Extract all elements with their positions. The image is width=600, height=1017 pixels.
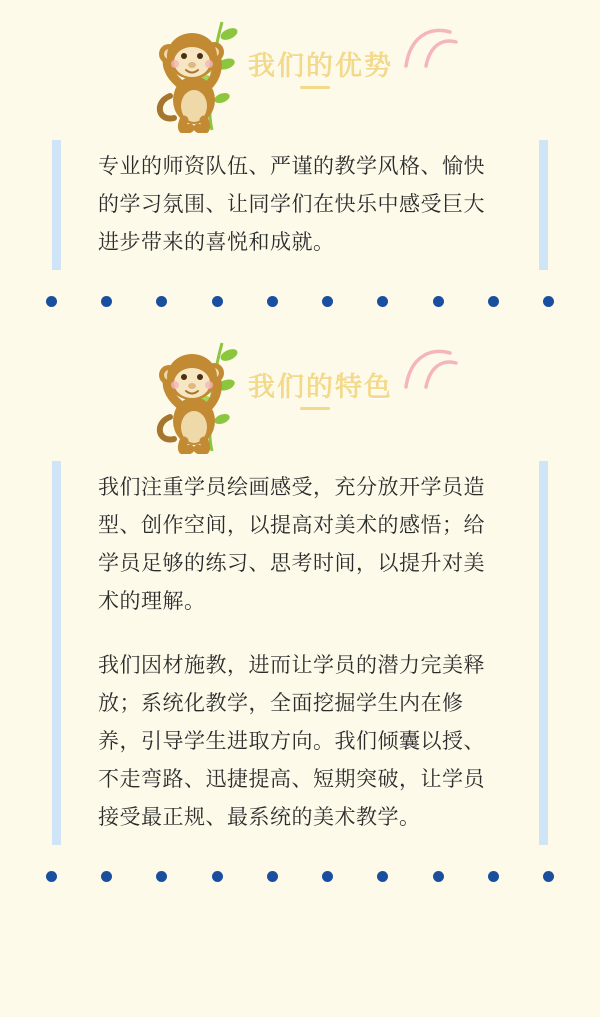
paragraph: 我们因材施教，进而让学员的潜力完美释放；系统化教学，全面挖掘学生内在修养，引导学生进取方向。我们倾囊以授、不走弯路、迅捷提高、短期突破，让学员接受最正规、最系统的美术教学。 bbox=[98, 654, 485, 829]
divider-dot bbox=[212, 871, 223, 882]
divider-dot bbox=[156, 296, 167, 307]
divider-dot bbox=[101, 871, 112, 882]
title-underline bbox=[300, 86, 330, 89]
divider-dot bbox=[322, 871, 333, 882]
accent-bar-right bbox=[539, 140, 548, 270]
text-block-features bbox=[52, 461, 548, 845]
pink-swoosh-icon bbox=[404, 347, 458, 389]
divider-dot bbox=[377, 296, 388, 307]
page-title: 我们的特色 bbox=[248, 372, 393, 402]
divider-dot bbox=[543, 296, 554, 307]
text-block-advantages bbox=[52, 140, 548, 270]
divider-dot bbox=[267, 871, 278, 882]
divider-dot bbox=[433, 871, 444, 882]
section-header-advantages bbox=[0, 0, 600, 140]
title-underline bbox=[300, 407, 330, 410]
paragraph: 我们注重学员绘画感受，充分放开学员造型、创作空间，以提高对美术的感悟；给学员足够的练习、思考时间，以提升对美术的理解。 bbox=[98, 476, 485, 613]
accent-bar-right bbox=[539, 461, 548, 845]
monkey-vine-icon bbox=[150, 18, 260, 133]
divider-dot bbox=[101, 296, 112, 307]
accent-bar-left bbox=[52, 461, 61, 845]
pink-swoosh-icon bbox=[404, 26, 458, 68]
divider-dot bbox=[377, 871, 388, 882]
divider-dot bbox=[156, 871, 167, 882]
divider-dot bbox=[46, 296, 57, 307]
divider-dot bbox=[433, 296, 444, 307]
divider-dot bbox=[488, 871, 499, 882]
divider-dot bbox=[543, 871, 554, 882]
page-title: 我们的优势 bbox=[248, 51, 393, 81]
paragraph: 专业的师资队伍、严谨的教学风格、愉快的学习氛围、让同学们在快乐中感受巨大进步带来的喜悦和成就。 bbox=[98, 155, 485, 254]
divider-dot bbox=[267, 296, 278, 307]
dotted-divider-1 bbox=[46, 296, 554, 307]
divider-dot bbox=[46, 871, 57, 882]
divider-dot bbox=[488, 296, 499, 307]
section-header-features bbox=[0, 333, 600, 461]
divider-dot bbox=[212, 296, 223, 307]
dotted-divider-2 bbox=[46, 871, 554, 882]
accent-bar-left bbox=[52, 140, 61, 270]
divider-dot bbox=[322, 296, 333, 307]
monkey-vine-icon bbox=[150, 339, 260, 454]
